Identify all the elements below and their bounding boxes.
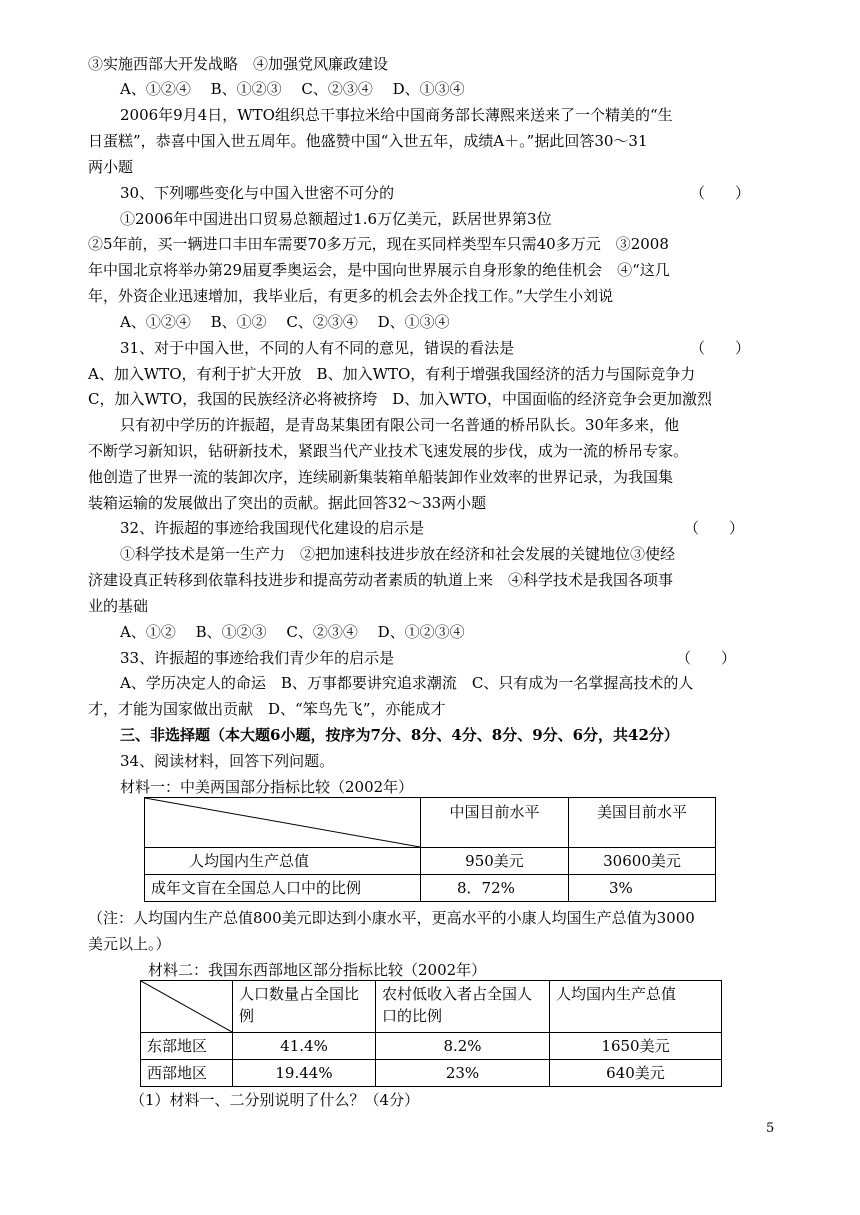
table-cell: 8.2% [376,1033,550,1060]
table-header: 人均国内生产总值 [550,981,722,1033]
table-header: 人口数量占全国比例 [233,981,376,1033]
table-east-west [140,980,722,1087]
table-row [145,875,716,902]
text-line: ②5年前，买一辆进口丰田车需要70多万元，现在买同样类型车只需40多万元 ③2008 [88,235,669,253]
text-line: 业的基础 [88,597,149,615]
diagonal-header-cell [145,798,421,848]
options-line: A、①② B、①②③ C、②③④ D、①②③④ [120,623,465,641]
table-cell: 成年文盲在全国总人口中的比例 [145,875,421,902]
table-cell: 西部地区 [141,1060,233,1087]
text-line: ①科学技术是第一生产力 ②把加速科技进步放在经济和社会发展的关键地位③使经 [120,545,676,563]
text-line: 两小题 [88,158,134,176]
table-header: 美国目前水平 [569,798,716,848]
text-line: 济建设真正转移到依靠科技进步和提高劳动者素质的轨道上来 ④科学技术是我国各项事 [88,571,674,589]
material-text: 装箱运输的发展做出了突出的贡献。据此回答32～33两小题 [88,494,487,512]
answer-bracket: （ ） [690,184,751,202]
table-row [145,848,716,875]
table-cell: 30600美元 [569,848,716,875]
table-cell: 640美元 [550,1060,722,1087]
text-line: 年，外资企业迅速增加，我毕业后，有更多的机会去外企找工作。”大学生小刘说 [88,287,614,305]
table-cell: 8．72% [421,875,569,902]
answer-bracket: （ ） [676,649,737,667]
table-row [141,1033,722,1060]
material-1-title: 材料一：中美两国部分指标比较（2002年） [120,778,414,796]
table-cell: 41.4% [233,1033,376,1060]
question-30: 30、下列哪些变化与中国入世密不可分的 [120,184,395,202]
table-cell: 23% [376,1060,550,1087]
text-line: 日蛋糕”，恭喜中国入世五周年。他盛赞中国“入世五年，成绩A＋。”据此回答30～31 [88,132,648,150]
material-2-title: 材料二：我国东西部地区部分指标比较（2002年） [148,961,487,979]
text-line: A、加入WTO，有利于扩大开放 B、加入WTO，有利于增强我国经济的活力与国际竞争力 [88,365,696,383]
answer-bracket: （ ） [690,339,751,357]
question-34: 34、阅读材料，回答下列问题。 [120,752,335,770]
table-row [141,1060,722,1087]
question-31: 31、对于中国入世，不同的人有不同的意见，错误的看法是 [120,339,515,357]
options-line: A、①②④ B、①② C、②③④ D、①③④ [120,313,450,331]
text-line: 才，才能为国家做出贡献 D、“笨鸟先飞”，亦能成才 [88,700,446,718]
text-line: 年中国北京将举办第29届夏季奥运会，是中国向世界展示自身形象的绝佳机会 ④“这几 [88,261,670,279]
text-line: 2006年9月4日，WTO组织总干事拉米给中国商务部长薄熙来送来了一个精美的“生 [120,106,673,124]
material-text: 他创造了世界一流的装卸次序，连续刷新集装箱单船装卸作业效率的世界记录，为我国集 [88,468,674,486]
note-line: 美元以上。） [88,935,171,953]
table-header: 农村低收入者占全国人口的比例 [376,981,550,1033]
material-text: 不断学习新知识，钻研新技术，紧跟当代产业技术飞速发展的步伐，成为一流的桥吊专家。 [88,442,689,460]
table-cell: 3% [569,875,716,902]
answer-bracket: （ ） [684,519,745,537]
diagonal-line [145,798,420,847]
text-line: ①2006年中国进出口贸易总额超过1.6万亿美元，跃居世界第3位 [120,210,552,228]
options-line: A、①②④ B、①②③ C、②③④ D、①③④ [120,80,465,98]
note-line: （注：人均国内生产总值800美元即达到小康水平，更高水平的小康人均国生产总值为3000 [88,909,695,927]
page-number: 5 [766,1121,775,1136]
table-china-us [144,797,716,902]
material-text: 只有初中学历的许振超，是青岛某集团有限公司一名普通的桥吊队长。30年多来，他 [120,416,680,434]
table-cell: 人均国内生产总值 [145,848,421,875]
question-33: 33、许振超的事迹给我们青少年的启示是 [120,649,395,667]
text-line: C，加入WTO，我国的民族经济必将被挤垮 D、加入WTO，中国面临的经济竞争会更加激烈 [88,390,712,408]
sub-question: （1）材料一、二分别说明了什么？（4分） [130,1091,420,1109]
text-line: A、学历决定人的命运 B、万事都要讲究追求潮流 C、只有成为一名掌握高技术的人 [120,674,694,692]
table-cell: 1650美元 [550,1033,722,1060]
text-line: ③实施西部大开发战略 ④加强党风廉政建设 [88,55,389,73]
table-header: 中国目前水平 [421,798,569,848]
diagonal-header-cell [141,981,233,1033]
table-cell: 东部地区 [141,1033,233,1060]
question-32: 32、许振超的事迹给我国现代化建设的启示是 [120,519,425,537]
diagonal-line [141,981,232,1032]
table-cell: 950美元 [421,848,569,875]
section-heading: 三、非选择题（本大题6小题，按序为7分、8分、4分、8分、9分、6分，共42分） [120,726,679,744]
table-cell: 19.44% [233,1060,376,1087]
